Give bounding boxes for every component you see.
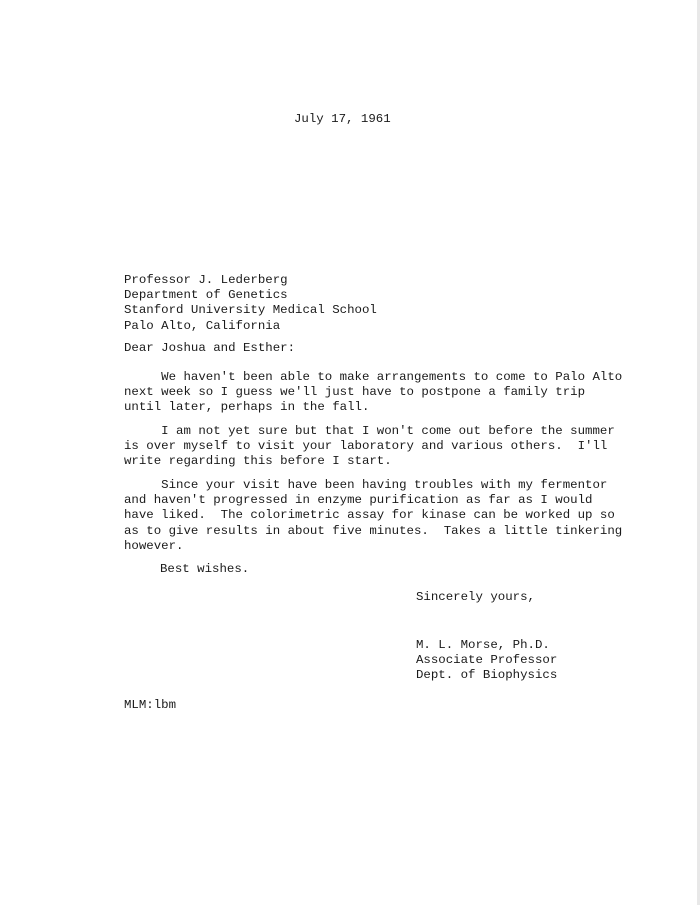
paragraph-line: Since your visit have been having troubles with my fermentor: [124, 478, 608, 492]
signature-block: [416, 638, 557, 684]
recipient-institution: Stanford University Medical School: [124, 303, 377, 318]
paragraph-1: [124, 370, 623, 416]
reference-initials: MLM:lbm: [124, 698, 177, 712]
closing-wish: Best wishes.: [160, 562, 250, 576]
recipient-city: Palo Alto, California: [124, 318, 281, 333]
paragraph-line: write regarding this before I start.: [124, 454, 392, 469]
paragraph-line: however.: [124, 538, 184, 553]
signer-department: Dept. of Biophysics: [416, 668, 558, 683]
recipient-department: Department of Genetics: [124, 288, 288, 303]
paragraph-line: until later, perhaps in the fall.: [124, 400, 370, 415]
recipient-address: [124, 273, 377, 334]
recipient-name: Professor J. Lederberg: [124, 273, 288, 287]
paragraph-line: I am not yet sure but that I won't come out before the summer: [124, 424, 615, 438]
complimentary-close: Sincerely yours,: [416, 590, 535, 604]
salutation: Dear Joshua and Esther:: [124, 341, 296, 355]
signer-name: M. L. Morse, Ph.D.: [416, 638, 550, 652]
paragraph-line: We haven't been able to make arrangements to come to Palo Alto: [124, 370, 623, 384]
paragraph-line: next week so I guess we'll just have to postpone a family trip: [124, 385, 586, 400]
paragraph-line: and haven't progressed in enzyme purification as far as I would: [124, 493, 593, 508]
paragraph-3: [124, 478, 623, 554]
paragraph-line: is over myself to visit your laboratory and various others. I'll: [124, 439, 608, 454]
paragraph-line: have liked. The colorimetric assay for kinase can be worked up so: [124, 508, 615, 523]
signer-title: Associate Professor: [416, 653, 558, 668]
letter-date: July 17, 1961: [294, 112, 391, 126]
paragraph-2: [124, 424, 615, 470]
paragraph-line: as to give results in about five minutes. Takes a little tinkering: [124, 523, 623, 538]
